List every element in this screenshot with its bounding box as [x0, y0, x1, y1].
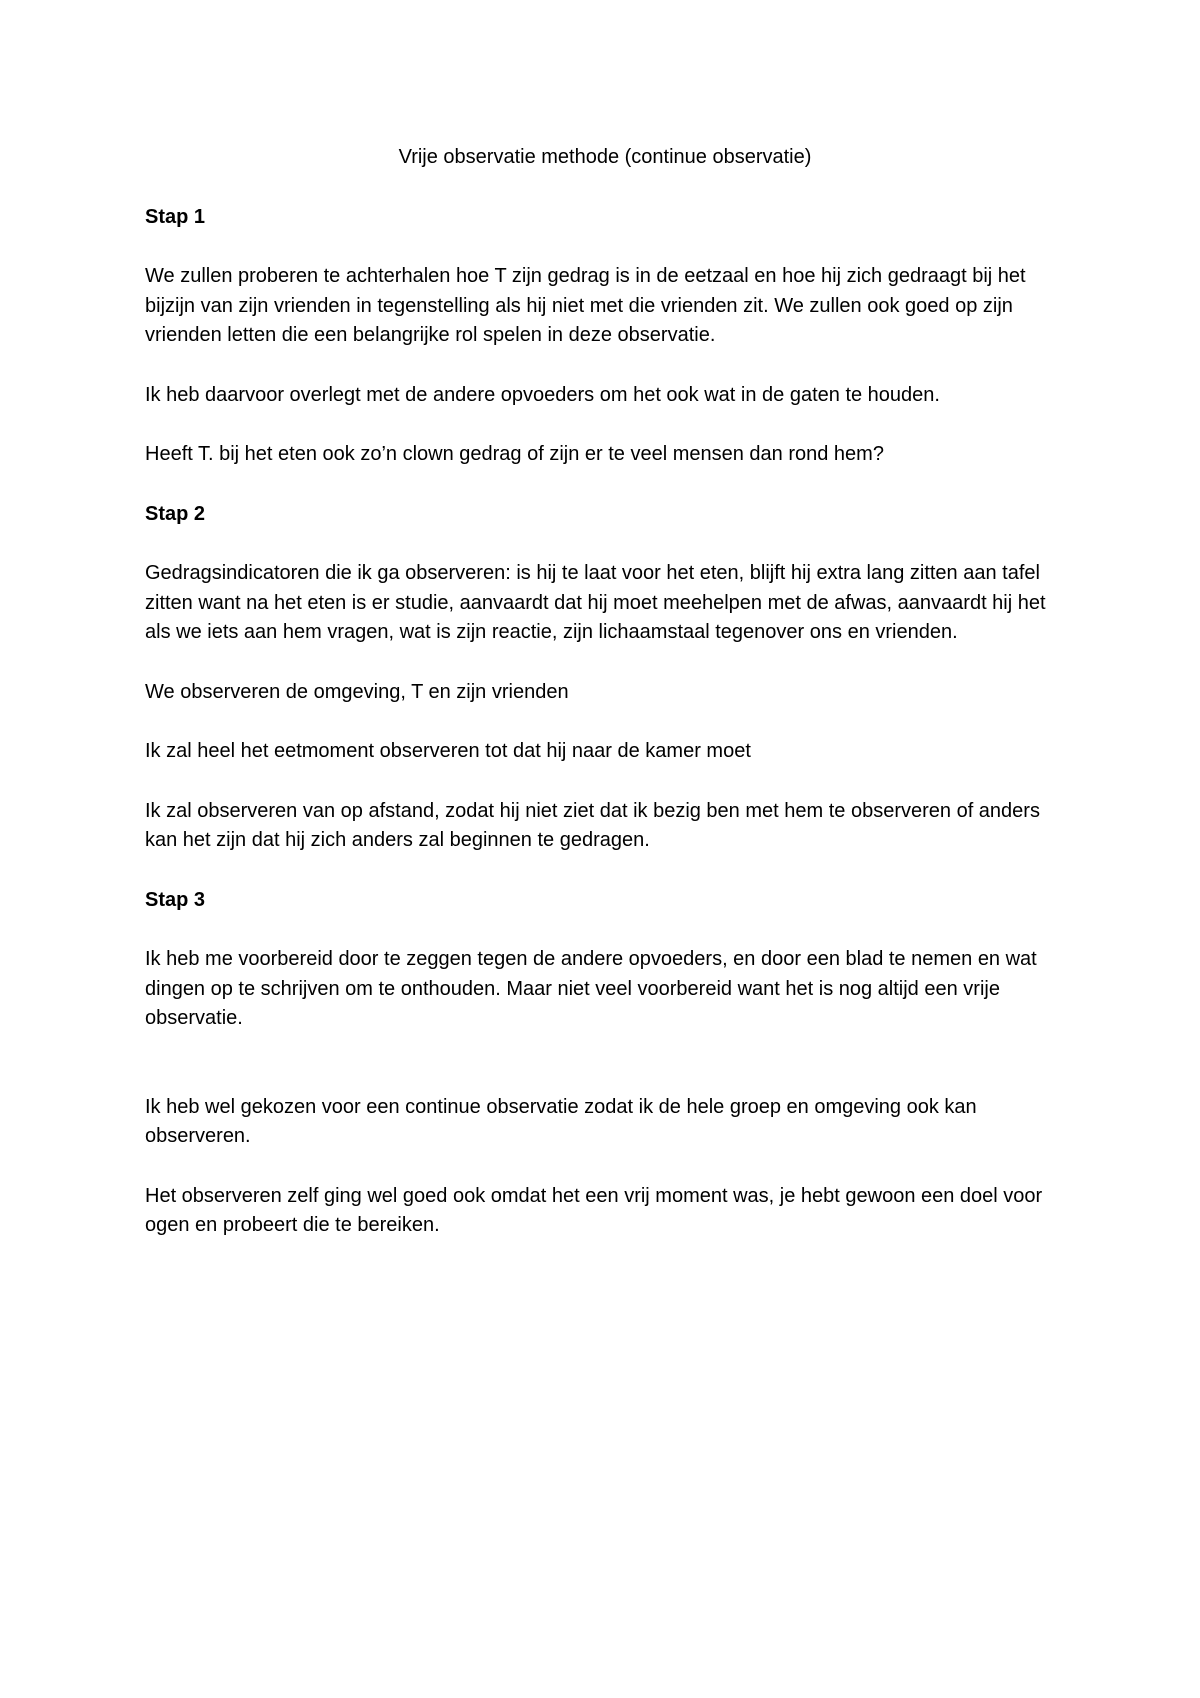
paragraph: Ik heb me voorbereid door te zeggen tegen de andere opvoeders, en door een blad te nemen en wat dingen op te schrijven om te onthouden. Maar niet veel voorbereid want het is nog altijd een vrije observatie. [145, 948, 1037, 1029]
document-body [145, 143, 1065, 1271]
paragraph: Heeft T. bij het eten ook zo’n clown gedrag of zijn er te veel mensen dan rond hem? [145, 443, 884, 465]
section-heading: Stap 2 [145, 502, 206, 525]
paragraph: Ik heb wel gekozen voor een continue observatie zodat ik de hele groep en omgeving ook kan observeren. [145, 1095, 977, 1147]
section-stap-3 [145, 886, 1065, 1241]
paragraph: Het observeren zelf ging wel goed ook omdat het een vrij moment was, je hebt gewoon een doel voor ogen en probeert die te bereiken. [145, 1184, 1043, 1236]
section-stap-1 [145, 203, 1065, 470]
section-heading: Stap 3 [145, 888, 206, 911]
section-heading: Stap 1 [145, 205, 206, 228]
paragraph: Ik zal heel het eetmoment observeren tot dat hij naar de kamer moet [145, 740, 751, 762]
paragraph: Ik heb daarvoor overlegt met de andere opvoeders om het ook wat in de gaten te houden. [145, 383, 940, 406]
paragraph: We zullen proberen te achterhalen hoe T zijn gedrag is in de eetzaal en hoe hij zich gedraagt bij het bijzijn van zijn vrienden in tegenstelling als hij niet met die vrienden zit. We zullen ook goed op zijn vrienden letten die een belangrijke rol spelen in deze observatie. [145, 265, 1026, 346]
section-stap-2 [145, 500, 1065, 856]
paragraph: Gedragsindicatoren die ik ga observeren: is hij te laat voor het eten, blijft hij extra lang zitten aan tafel zitten want na het eten is er studie, aanvaardt dat hij moet meehelpen met de afwas, aanvaardt hij het als we iets aan hem vragen, wat is zijn reactie, zijn lichaamstaal tegenover ons en vrienden. [145, 562, 1046, 643]
paragraph: Ik zal observeren van op afstand, zodat hij niet ziet dat ik bezig ben met hem te observeren of anders kan het zijn dat hij zich anders zal beginnen te gedragen. [145, 799, 1040, 851]
paragraph: We observeren de omgeving, T en zijn vrienden [145, 680, 569, 703]
document-title: Vrije observatie methode (continue observatie) [398, 146, 812, 168]
